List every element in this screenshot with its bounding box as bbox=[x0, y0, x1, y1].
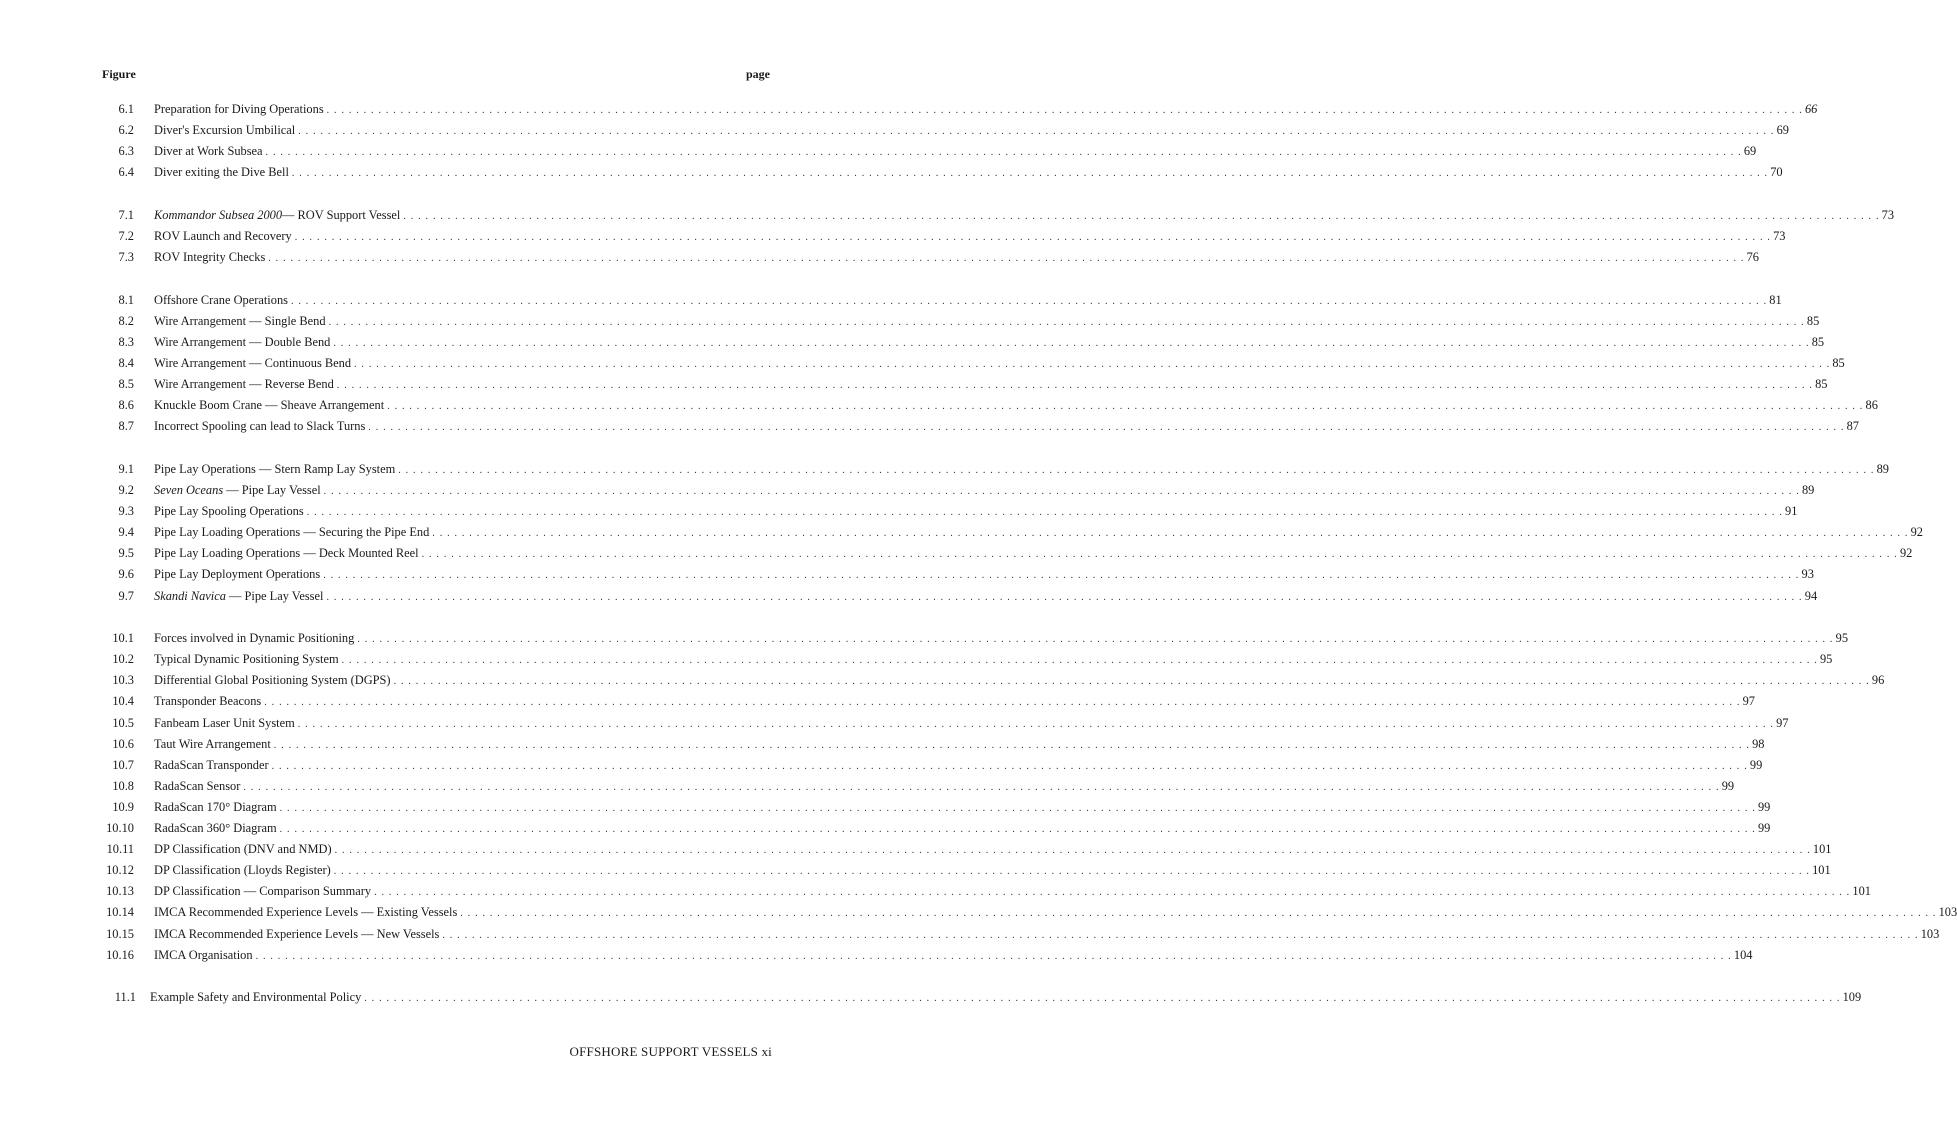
figure-title bbox=[154, 840, 335, 858]
figure-title-text: — ROV Support Vessel bbox=[282, 207, 401, 222]
figure-number: 9.6 bbox=[118, 567, 134, 582]
figure-number: 10.15 bbox=[106, 926, 134, 941]
dot-leader: . . . . . . . . . . . . . . . . . . . . . . . . . . . . . . . . . . . . . . . . . . . . . . . . . . . . . . . . . . . . . . . . . . . . . . . . . . . . . . . . . . . . . . . . . . . . . . . . . . . . . . . . . . . . . . . . . . . . . . . . . . . . . . . . . . . . . . . . . . . . . . . . . . . . . . . . . . . . . . . . . . . . . . . . . . . . . . . . . . . . . . . . . . . . . . . . . . . . . . . . bbox=[273, 739, 1751, 751]
page-number: 85 bbox=[1815, 377, 1828, 392]
page-number: 69 bbox=[1743, 144, 1757, 159]
toc-row bbox=[0, 798, 1771, 816]
figure-number: 10.7 bbox=[112, 757, 134, 772]
figure-title-text: Pipe Lay Loading Operations — Securing the Pipe End bbox=[154, 525, 430, 540]
figure-title-text: Diver at Work Subsea bbox=[154, 144, 263, 159]
dot-leader: . . . . . . . . . . . . . . . . . . . . . . . . . . . . . . . . . . . . . . . . . . . . . . . . . . . . . . . . . . . . . . . . . . . . . . . . . . . . . . . . . . . . . . . . . . . . . . . . . . . . . . . . . . . . . . . . . . . . . . . . . . . . . . . . . . . . . . . . . . . . . . . . . . . . . . . . . . . . . . . . . . . . . . . . . . . . . . . . . . . . . . . . . . . . . . . . . . . . . . . . bbox=[328, 316, 1805, 328]
figure-number: 10.10 bbox=[106, 821, 134, 835]
page-number: 91 bbox=[1785, 504, 1798, 519]
dot-leader: . . . . . . . . . . . . . . . . . . . . . . . . . . . . . . . . . . . . . . . . . . . . . . . . . . . . . . . . . . . . . . . . . . . . . . . . . . . . . . . . . . . . . . . . . . . . . . . . . . . . . . . . . . . . . . . . . . . . . . . . . . . . . . . . . . . . . . . . . . . . . . . . . . . . . . . . . . . . . . . . . . . . . . . . . . . . . . . . . . . . . . . . . . . . . . . . . . . . . . . . bbox=[279, 802, 1756, 814]
toc-row bbox=[0, 756, 1763, 774]
figure-number: 10.5 bbox=[112, 715, 134, 730]
toc-row bbox=[0, 227, 1786, 245]
page-number: 85 bbox=[1806, 313, 1820, 328]
figure-number: 10.1 bbox=[112, 631, 134, 646]
figure-title-text: — Pipe Lay Vessel bbox=[225, 588, 324, 603]
figure-number: 10.16 bbox=[106, 947, 134, 962]
toc-row bbox=[0, 354, 1845, 372]
figure-title-text: Taut Wire Arrangement bbox=[154, 736, 271, 751]
toc-row bbox=[0, 650, 1833, 668]
figure-title bbox=[154, 100, 327, 118]
figure-number: 7.2 bbox=[118, 229, 134, 243]
figure-title-text: Differential Global Positioning System (DGPS) bbox=[154, 673, 391, 688]
dot-leader: . . . . . . . . . . . . . . . . . . . . . . . . . . . . . . . . . . . . . . . . . . . . . . . . . . . . . . . . . . . . . . . . . . . . . . . . . . . . . . . . . . . . . . . . . . . . . . . . . . . . . . . . . . . . . . . . . . . . . . . . . . . . . . . . . . . . . . . . . . . . . . . . . . . . . . . . . . . . . . . . . . . . . . . . . . . . . . . . . . . . . . . . . . . . . . . . . . . . . . . . bbox=[403, 210, 1880, 222]
figure-title-text: RadaScan 170° Diagram bbox=[154, 799, 277, 814]
toc-row bbox=[0, 861, 1831, 879]
toc-row bbox=[0, 925, 1940, 943]
page-number: 89 bbox=[1876, 461, 1889, 476]
toc-row bbox=[0, 671, 1885, 689]
page-number: 101 bbox=[1812, 863, 1831, 878]
figure-title bbox=[154, 819, 280, 837]
dot-leader: . . . . . . . . . . . . . . . . . . . . . . . . . . . . . . . . . . . . . . . . . . . . . . . . . . . . . . . . . . . . . . . . . . . . . . . . . . . . . . . . . . . . . . . . . . . . . . . . . . . . . . . . . . . . . . . . . . . . . . . . . . . . . . . . . . . . . . . . . . . . . . . . . . . . . . . . . . . . . . . . . . . . . . . . . . . . . . . . . . . . . . . . . . . . . . . . . . . . . . . . bbox=[326, 591, 1803, 603]
dot-leader: . . . . . . . . . . . . . . . . . . . . . . . . . . . . . . . . . . . . . . . . . . . . . . . . . . . . . . . . . . . . . . . . . . . . . . . . . . . . . . . . . . . . . . . . . . . . . . . . . . . . . . . . . . . . . . . . . . . . . . . . . . . . . . . . . . . . . . . . . . . . . . . . . . . . . . . . . . . . . . . . . . . . . . . . . . . . . . . . . . . . . . . . . . . . . . . . . . . . . . . . bbox=[460, 908, 1937, 920]
figure-title bbox=[154, 460, 398, 478]
toc-row bbox=[0, 460, 1889, 478]
figure-number: 9.5 bbox=[118, 546, 134, 561]
dot-leader: . . . . . . . . . . . . . . . . . . . . . . . . . . . . . . . . . . . . . . . . . . . . . . . . . . . . . . . . . . . . . . . . . . . . . . . . . . . . . . . . . . . . . . . . . . . . . . . . . . . . . . . . . . . . . . . . . . . . . . . . . . . . . . . . . . . . . . . . . . . . . . . . . . . . . . . . . . . . . . . . . . . . . . . . . . . . . . . . . . . . . . . . . . . . . . . . . . . . . . . . bbox=[374, 887, 1851, 899]
dot-leader: . . . . . . . . . . . . . . . . . . . . . . . . . . . . . . . . . . . . . . . . . . . . . . . . . . . . . . . . . . . . . . . . . . . . . . . . . . . . . . . . . . . . . . . . . . . . . . . . . . . . . . . . . . . . . . . . . . . . . . . . . . . . . . . . . . . . . . . . . . . . . . . . . . . . . . . . . . . . . . . . . . . . . . . . . . . . . . . . . . . . . . . . . . . . . . . . . . . . . . . . bbox=[271, 760, 1748, 772]
figure-title bbox=[154, 735, 274, 753]
figure-title-text: Pipe Lay Deployment Operations bbox=[154, 567, 321, 582]
figure-number: 10.6 bbox=[112, 736, 134, 751]
dot-leader: . . . . . . . . . . . . . . . . . . . . . . . . . . . . . . . . . . . . . . . . . . . . . . . . . . . . . . . . . . . . . . . . . . . . . . . . . . . . . . . . . . . . . . . . . . . . . . . . . . . . . . . . . . . . . . . . . . . . . . . . . . . . . . . . . . . . . . . . . . . . . . . . . . . . . . . . . . . . . . . . . . . . . . . . . . . . . . . . . . . . . . . . . . . . . . . . . . . . . . . . bbox=[334, 845, 1811, 857]
toc-row bbox=[0, 163, 1783, 181]
page-number: 87 bbox=[1846, 419, 1859, 434]
figure-title-text: RadaScan Transponder bbox=[154, 757, 269, 772]
figure-number: 8.7 bbox=[118, 419, 134, 434]
figure-column-header: Figure bbox=[102, 67, 136, 81]
figure-title-text: Offshore Crane Operations bbox=[154, 292, 288, 307]
figure-title-text: Forces involved in Dynamic Positioning bbox=[154, 631, 355, 646]
page-number: 85 bbox=[1832, 356, 1845, 370]
toc-row bbox=[0, 142, 1757, 160]
page-number: 70 bbox=[1770, 165, 1783, 180]
figure-title-text: Transponder Beacons bbox=[154, 694, 262, 709]
toc-row bbox=[0, 692, 1755, 710]
page-number: 99 bbox=[1721, 778, 1735, 793]
figure-title bbox=[154, 312, 329, 330]
toc-row bbox=[0, 312, 1820, 330]
vessel-name: Kommandor Subsea 2000 bbox=[154, 207, 283, 222]
figure-title-text: DP Classification (Lloyds Register) bbox=[154, 863, 331, 878]
figure-title-text: DP Classification (DNV and NMD) bbox=[154, 842, 332, 857]
page-number: 97 bbox=[1776, 715, 1789, 730]
figure-number: 10.2 bbox=[112, 652, 134, 667]
figure-number: 10.3 bbox=[112, 673, 134, 688]
running-footer: OFFSHORE SUPPORT VESSELS xi bbox=[569, 1044, 772, 1059]
dot-leader: . . . . . . . . . . . . . . . . . . . . . . . . . . . . . . . . . . . . . . . . . . . . . . . . . . . . . . . . . . . . . . . . . . . . . . . . . . . . . . . . . . . . . . . . . . . . . . . . . . . . . . . . . . . . . . . . . . . . . . . . . . . . . . . . . . . . . . . . . . . . . . . . . . . . . . . . . . . . . . . . . . . . . . . . . . . . . . . . . . . . . . . . . . . . . . . . . . . . . . . . bbox=[387, 401, 1864, 413]
page-number: 101 bbox=[1852, 884, 1871, 899]
figure-number: 10.11 bbox=[106, 842, 134, 857]
figure-title bbox=[154, 861, 334, 879]
toc-row bbox=[0, 988, 1862, 1006]
figure-title-text: Example Safety and Environmental Policy bbox=[150, 990, 362, 1005]
page-number: 103 bbox=[1920, 926, 1940, 941]
figure-title bbox=[154, 121, 298, 139]
figure-title-text: Wire Arrangement — Double Bend bbox=[154, 334, 331, 349]
page-number: 81 bbox=[1769, 292, 1782, 307]
figure-number: 10.4 bbox=[112, 694, 134, 709]
figure-title-text: Preparation for Diving Operations bbox=[154, 102, 324, 116]
figure-number: 8.6 bbox=[118, 398, 134, 413]
dot-leader: . . . . . . . . . . . . . . . . . . . . . . . . . . . . . . . . . . . . . . . . . . . . . . . . . . . . . . . . . . . . . . . . . . . . . . . . . . . . . . . . . . . . . . . . . . . . . . . . . . . . . . . . . . . . . . . . . . . . . . . . . . . . . . . . . . . . . . . . . . . . . . . . . . . . . . . . . . . . . . . . . . . . . . . . . . . . . . . . . . . . . . . . . . . . . . . . . . . . . . . . bbox=[298, 126, 1775, 138]
page-number: 95 bbox=[1819, 652, 1833, 667]
figure-title-text: Pipe Lay Spooling Operations bbox=[154, 504, 304, 519]
dot-leader: . . . . . . . . . . . . . . . . . . . . . . . . . . . . . . . . . . . . . . . . . . . . . . . . . . . . . . . . . . . . . . . . . . . . . . . . . . . . . . . . . . . . . . . . . . . . . . . . . . . . . . . . . . . . . . . . . . . . . . . . . . . . . . . . . . . . . . . . . . . . . . . . . . . . . . . . . . . . . . . . . . . . . . . . . . . . . . . . . . . . . . . . . . . . . . . . . . . . . . . . bbox=[326, 105, 1803, 116]
toc-row bbox=[0, 714, 1789, 732]
toc-row bbox=[0, 417, 1859, 435]
figure-title bbox=[154, 163, 292, 181]
dot-leader: . . . . . . . . . . . . . . . . . . . . . . . . . . . . . . . . . . . . . . . . . . . . . . . . . . . . . . . . . . . . . . . . . . . . . . . . . . . . . . . . . . . . . . . . . . . . . . . . . . . . . . . . . . . . . . . . . . . . . . . . . . . . . . . . . . . . . . . . . . . . . . . . . . . . . . . . . . . . . . . . . . . . . . . . . . . . . . . . . . . . . . . . . . . . . . . . . . . . . . . . bbox=[323, 486, 1800, 497]
dot-leader: . . . . . . . . . . . . . . . . . . . . . . . . . . . . . . . . . . . . . . . . . . . . . . . . . . . . . . . . . . . . . . . . . . . . . . . . . . . . . . . . . . . . . . . . . . . . . . . . . . . . . . . . . . . . . . . . . . . . . . . . . . . . . . . . . . . . . . . . . . . . . . . . . . . . . . . . . . . . . . . . . . . . . . . . . . . . . . . . . . . . . . . . . . . . . . . . . . . . . . . . bbox=[398, 464, 1875, 476]
figure-title bbox=[154, 544, 422, 562]
dot-leader: . . . . . . . . . . . . . . . . . . . . . . . . . . . . . . . . . . . . . . . . . . . . . . . . . . . . . . . . . . . . . . . . . . . . . . . . . . . . . . . . . . . . . . . . . . . . . . . . . . . . . . . . . . . . . . . . . . . . . . . . . . . . . . . . . . . . . . . . . . . . . . . . . . . . . . . . . . . . . . . . . . . . . . . . . . . . . . . . . . . . . . . . . . . . . . . . . . . . . . . . bbox=[354, 359, 1831, 370]
toc-row bbox=[0, 523, 1923, 541]
figure-title-text: Pipe Lay Loading Operations — Deck Mounted Reel bbox=[154, 546, 419, 561]
dot-leader: . . . . . . . . . . . . . . . . . . . . . . . . . . . . . . . . . . . . . . . . . . . . . . . . . . . . . . . . . . . . . . . . . . . . . . . . . . . . . . . . . . . . . . . . . . . . . . . . . . . . . . . . . . . . . . . . . . . . . . . . . . . . . . . . . . . . . . . . . . . . . . . . . . . . . . . . . . . . . . . . . . . . . . . . . . . . . . . . . . . . . . . . . . . . . . . . . . . . . . . . bbox=[291, 168, 1769, 180]
vessel-name: Skandi Navica bbox=[154, 588, 226, 603]
page-number: 99 bbox=[1757, 821, 1771, 835]
figure-title bbox=[154, 798, 280, 816]
figure-number: 9.4 bbox=[118, 525, 134, 540]
toc-row bbox=[0, 629, 1849, 647]
toc-row bbox=[0, 100, 1818, 118]
figure-title-text: RadaScan 360° Diagram bbox=[154, 821, 277, 835]
page-column-header: page bbox=[746, 67, 770, 81]
toc-row bbox=[0, 840, 1832, 858]
figure-number: 8.2 bbox=[118, 313, 134, 328]
page-number: 96 bbox=[1871, 673, 1885, 688]
figure-title bbox=[154, 946, 256, 964]
figure-title-text: DP Classification — Comparison Summary bbox=[154, 884, 372, 899]
figure-title bbox=[154, 396, 387, 414]
toc-row bbox=[0, 946, 1753, 964]
figure-number: 8.4 bbox=[118, 356, 134, 370]
figure-title bbox=[154, 142, 266, 160]
vessel-name: Seven Oceans bbox=[154, 483, 224, 497]
figure-title bbox=[154, 692, 264, 710]
figure-number: 9.2 bbox=[118, 483, 134, 497]
figure-title-text: — Pipe Lay Vessel bbox=[223, 483, 321, 497]
figure-title-text: Fanbeam Laser Unit System bbox=[154, 715, 295, 730]
dot-leader: . . . . . . . . . . . . . . . . . . . . . . . . . . . . . . . . . . . . . . . . . . . . . . . . . . . . . . . . . . . . . . . . . . . . . . . . . . . . . . . . . . . . . . . . . . . . . . . . . . . . . . . . . . . . . . . . . . . . . . . . . . . . . . . . . . . . . . . . . . . . . . . . . . . . . . . . . . . . . . . . . . . . . . . . . . . . . . . . . . . . . . . . . . . . . . . . . . . . . . . . bbox=[290, 295, 1768, 307]
figure-title bbox=[154, 502, 307, 520]
toc-row bbox=[0, 544, 1913, 562]
figure-title bbox=[154, 671, 394, 689]
dot-leader: . . . . . . . . . . . . . . . . . . . . . . . . . . . . . . . . . . . . . . . . . . . . . . . . . . . . . . . . . . . . . . . . . . . . . . . . . . . . . . . . . . . . . . . . . . . . . . . . . . . . . . . . . . . . . . . . . . . . . . . . . . . . . . . . . . . . . . . . . . . . . . . . . . . . . . . . . . . . . . . . . . . . . . . . . . . . . . . . . . . . . . . . . . . . . . . . . . . . . . . . bbox=[265, 147, 1742, 159]
page-number: 89 bbox=[1801, 483, 1815, 497]
figure-number: 7.3 bbox=[118, 250, 134, 265]
dot-leader: . . . . . . . . . . . . . . . . . . . . . . . . . . . . . . . . . . . . . . . . . . . . . . . . . . . . . . . . . . . . . . . . . . . . . . . . . . . . . . . . . . . . . . . . . . . . . . . . . . . . . . . . . . . . . . . . . . . . . . . . . . . . . . . . . . . . . . . . . . . . . . . . . . . . . . . . . . . . . . . . . . . . . . . . . . . . . . . . . . . . . . . . . . . . . . . . . . . . . . . . bbox=[442, 929, 1919, 941]
dot-leader: . . . . . . . . . . . . . . . . . . . . . . . . . . . . . . . . . . . . . . . . . . . . . . . . . . . . . . . . . . . . . . . . . . . . . . . . . . . . . . . . . . . . . . . . . . . . . . . . . . . . . . . . . . . . . . . . . . . . . . . . . . . . . . . . . . . . . . . . . . . . . . . . . . . . . . . . . . . . . . . . . . . . . . . . . . . . . . . . . . . . . . . . . . . . . . . . . . . . . . . . bbox=[393, 676, 1870, 688]
page-number: 85 bbox=[1811, 334, 1825, 349]
dot-leader: . . . . . . . . . . . . . . . . . . . . . . . . . . . . . . . . . . . . . . . . . . . . . . . . . . . . . . . . . . . . . . . . . . . . . . . . . . . . . . . . . . . . . . . . . . . . . . . . . . . . . . . . . . . . . . . . . . . . . . . . . . . . . . . . . . . . . . . . . . . . . . . . . . . . . . . . . . . . . . . . . . . . . . . . . . . . . . . . . . . . . . . . . . . . . . . . . . . . . . . . bbox=[333, 866, 1811, 878]
figure-title bbox=[154, 777, 243, 795]
dot-leader: . . . . . . . . . . . . . . . . . . . . . . . . . . . . . . . . . . . . . . . . . . . . . . . . . . . . . . . . . . . . . . . . . . . . . . . . . . . . . . . . . . . . . . . . . . . . . . . . . . . . . . . . . . . . . . . . . . . . . . . . . . . . . . . . . . . . . . . . . . . . . . . . . . . . . . . . . . . . . . . . . . . . . . . . . . . . . . . . . . . . . . . . . . . . . . . . . . . . . . . . bbox=[333, 337, 1810, 349]
dot-leader: . . . . . . . . . . . . . . . . . . . . . . . . . . . . . . . . . . . . . . . . . . . . . . . . . . . . . . . . . . . . . . . . . . . . . . . . . . . . . . . . . . . . . . . . . . . . . . . . . . . . . . . . . . . . . . . . . . . . . . . . . . . . . . . . . . . . . . . . . . . . . . . . . . . . . . . . . . . . . . . . . . . . . . . . . . . . . . . . . . . . . . . . . . . . . . . . . . . . . . . . bbox=[368, 422, 1845, 434]
figure-number: 10.13 bbox=[106, 884, 134, 899]
figure-title bbox=[154, 206, 403, 224]
figure-number: 6.4 bbox=[118, 165, 134, 180]
toc-row bbox=[0, 587, 1818, 605]
toc-row bbox=[0, 903, 1957, 921]
figure-number: 9.3 bbox=[118, 504, 134, 519]
figure-title-text: Pipe Lay Operations — Stern Ramp Lay System bbox=[154, 461, 396, 476]
toc-row bbox=[0, 291, 1782, 309]
toc-row bbox=[0, 121, 1789, 139]
figure-title-text: IMCA Recommended Experience Levels — Existing Vessels bbox=[154, 905, 458, 920]
page-number: 98 bbox=[1752, 736, 1765, 751]
page-number: 69 bbox=[1776, 123, 1789, 138]
figure-title bbox=[154, 882, 374, 900]
dot-leader: . . . . . . . . . . . . . . . . . . . . . . . . . . . . . . . . . . . . . . . . . . . . . . . . . . . . . . . . . . . . . . . . . . . . . . . . . . . . . . . . . . . . . . . . . . . . . . . . . . . . . . . . . . . . . . . . . . . . . . . . . . . . . . . . . . . . . . . . . . . . . . . . . . . . . . . . . . . . . . . . . . . . . . . . . . . . . . . . . . . . . . . . . . . . . . . . . . . . . . . . bbox=[432, 528, 1909, 540]
figure-number: 11.1 bbox=[114, 990, 136, 1005]
toc-row bbox=[0, 375, 1828, 393]
page-number: 99 bbox=[1757, 799, 1771, 814]
figure-title-text: Wire Arrangement — Reverse Bend bbox=[154, 377, 334, 392]
figure-title-text: IMCA Recommended Experience Levels — New Vessels bbox=[154, 926, 440, 941]
figure-title bbox=[154, 333, 333, 351]
page-number: 73 bbox=[1881, 207, 1895, 222]
page-number: 92 bbox=[1899, 546, 1913, 561]
page-number: 95 bbox=[1835, 631, 1849, 646]
figure-number: 8.5 bbox=[118, 377, 134, 392]
dot-leader: . . . . . . . . . . . . . . . . . . . . . . . . . . . . . . . . . . . . . . . . . . . . . . . . . . . . . . . . . . . . . . . . . . . . . . . . . . . . . . . . . . . . . . . . . . . . . . . . . . . . . . . . . . . . . . . . . . . . . . . . . . . . . . . . . . . . . . . . . . . . . . . . . . . . . . . . . . . . . . . . . . . . . . . . . . . . . . . . . . . . . . . . . . . . . . . . . . . . . . . . bbox=[421, 549, 1898, 561]
page-number: 103 bbox=[1938, 905, 1957, 920]
figure-title-text: Knuckle Boom Crane — Sheave Arrangement bbox=[154, 398, 385, 413]
toc-row bbox=[0, 882, 1871, 900]
dot-leader: . . . . . . . . . . . . . . . . . . . . . . . . . . . . . . . . . . . . . . . . . . . . . . . . . . . . . . . . . . . . . . . . . . . . . . . . . . . . . . . . . . . . . . . . . . . . . . . . . . . . . . . . . . . . . . . . . . . . . . . . . . . . . . . . . . . . . . . . . . . . . . . . . . . . . . . . . . . . . . . . . . . . . . . . . . . . . . . . . . . . . . . . . . . . . . . . . . . . . . . . bbox=[243, 781, 1720, 793]
toc-row bbox=[0, 502, 1798, 520]
page-number: 101 bbox=[1812, 842, 1832, 857]
page-number: 94 bbox=[1804, 588, 1818, 603]
figure-title-text: RadaScan Sensor bbox=[154, 778, 241, 793]
dot-leader: . . . . . . . . . . . . . . . . . . . . . . . . . . . . . . . . . . . . . . . . . . . . . . . . . . . . . . . . . . . . . . . . . . . . . . . . . . . . . . . . . . . . . . . . . . . . . . . . . . . . . . . . . . . . . . . . . . . . . . . . . . . . . . . . . . . . . . . . . . . . . . . . . . . . . . . . . . . . . . . . . . . . . . . . . . . . . . . . . . . . . . . . . . . . . . . . . . . . . . . . bbox=[306, 507, 1784, 519]
figure-title-text: Typical Dynamic Positioning System bbox=[154, 652, 339, 667]
dot-leader: . . . . . . . . . . . . . . . . . . . . . . . . . . . . . . . . . . . . . . . . . . . . . . . . . . . . . . . . . . . . . . . . . . . . . . . . . . . . . . . . . . . . . . . . . . . . . . . . . . . . . . . . . . . . . . . . . . . . . . . . . . . . . . . . . . . . . . . . . . . . . . . . . . . . . . . . . . . . . . . . . . . . . . . . . . . . . . . . . . . . . . . . . . . . . . . . . . . . . . . . bbox=[268, 253, 1745, 265]
figure-title bbox=[154, 903, 460, 921]
figure-number: 6.3 bbox=[118, 144, 134, 159]
figure-title bbox=[154, 587, 326, 605]
figure-number: 10.14 bbox=[106, 905, 134, 920]
dot-leader: . . . . . . . . . . . . . . . . . . . . . . . . . . . . . . . . . . . . . . . . . . . . . . . . . . . . . . . . . . . . . . . . . . . . . . . . . . . . . . . . . . . . . . . . . . . . . . . . . . . . . . . . . . . . . . . . . . . . . . . . . . . . . . . . . . . . . . . . . . . . . . . . . . . . . . . . . . . . . . . . . . . . . . . . . . . . . . . . . . . . . . . . . . . . . . . . . . . . . . . . bbox=[255, 950, 1732, 962]
figure-title-text: Diver's Excursion Umbilical bbox=[154, 123, 296, 138]
dot-leader: . . . . . . . . . . . . . . . . . . . . . . . . . . . . . . . . . . . . . . . . . . . . . . . . . . . . . . . . . . . . . . . . . . . . . . . . . . . . . . . . . . . . . . . . . . . . . . . . . . . . . . . . . . . . . . . . . . . . . . . . . . . . . . . . . . . . . . . . . . . . . . . . . . . . . . . . . . . . . . . . . . . . . . . . . . . . . . . . . . . . . . . . . . . . . . . . . . . . . . . . bbox=[364, 993, 1841, 1005]
figure-number: 8.3 bbox=[118, 334, 134, 349]
figure-title bbox=[154, 650, 342, 668]
toc-row bbox=[0, 333, 1825, 351]
page-number: 86 bbox=[1865, 398, 1878, 413]
dot-leader: . . . . . . . . . . . . . . . . . . . . . . . . . . . . . . . . . . . . . . . . . . . . . . . . . . . . . . . . . . . . . . . . . . . . . . . . . . . . . . . . . . . . . . . . . . . . . . . . . . . . . . . . . . . . . . . . . . . . . . . . . . . . . . . . . . . . . . . . . . . . . . . . . . . . . . . . . . . . . . . . . . . . . . . . . . . . . . . . . . . . . . . . . . . . . . . . . . . . . . . . bbox=[341, 655, 1818, 667]
toc-row bbox=[0, 206, 1895, 224]
figure-number: 6.1 bbox=[118, 102, 134, 116]
page-number: 109 bbox=[1842, 990, 1862, 1005]
figure-title-text: IMCA Organisation bbox=[154, 947, 253, 962]
figure-title bbox=[154, 756, 272, 774]
figure-title bbox=[154, 354, 354, 372]
toc-row bbox=[0, 819, 1771, 837]
figure-number: 10.8 bbox=[112, 778, 134, 793]
figure-title-text: Diver exiting the Dive Bell bbox=[154, 165, 289, 180]
dot-leader: . . . . . . . . . . . . . . . . . . . . . . . . . . . . . . . . . . . . . . . . . . . . . . . . . . . . . . . . . . . . . . . . . . . . . . . . . . . . . . . . . . . . . . . . . . . . . . . . . . . . . . . . . . . . . . . . . . . . . . . . . . . . . . . . . . . . . . . . . . . . . . . . . . . . . . . . . . . . . . . . . . . . . . . . . . . . . . . . . . . . . . . . . . . . . . . . . . . . . . . . bbox=[323, 570, 1800, 582]
toc-row bbox=[0, 481, 1815, 499]
figure-title bbox=[154, 481, 324, 499]
figure-title bbox=[150, 988, 364, 1006]
figure-title-text: Wire Arrangement — Single Bend bbox=[154, 313, 326, 328]
figure-title bbox=[154, 417, 368, 435]
toc-row bbox=[0, 396, 1878, 414]
page-number: 97 bbox=[1742, 694, 1755, 709]
figure-title-text: Wire Arrangement — Continuous Bend bbox=[154, 356, 352, 370]
toc-row bbox=[0, 248, 1759, 266]
figure-title-text: ROV Launch and Recovery bbox=[154, 229, 292, 243]
page-number: 104 bbox=[1733, 947, 1753, 962]
page-number: 66 bbox=[1804, 102, 1818, 116]
figure-title bbox=[154, 227, 295, 245]
figure-number: 10.12 bbox=[106, 863, 134, 878]
page-number: 73 bbox=[1773, 229, 1786, 243]
page-number: 93 bbox=[1801, 567, 1814, 582]
figure-title-text: Incorrect Spooling can lead to Slack Turns bbox=[154, 419, 366, 434]
figure-title bbox=[154, 523, 432, 541]
figure-number: 6.2 bbox=[118, 123, 134, 138]
dot-leader: . . . . . . . . . . . . . . . . . . . . . . . . . . . . . . . . . . . . . . . . . . . . . . . . . . . . . . . . . . . . . . . . . . . . . . . . . . . . . . . . . . . . . . . . . . . . . . . . . . . . . . . . . . . . . . . . . . . . . . . . . . . . . . . . . . . . . . . . . . . . . . . . . . . . . . . . . . . . . . . . . . . . . . . . . . . . . . . . . . . . . . . . . . . . . . . . . . . . . . . . bbox=[279, 824, 1756, 835]
figure-title bbox=[154, 714, 298, 732]
toc-row bbox=[0, 565, 1814, 583]
figure-title bbox=[154, 375, 337, 393]
page-number: 92 bbox=[1910, 525, 1923, 540]
dot-leader: . . . . . . . . . . . . . . . . . . . . . . . . . . . . . . . . . . . . . . . . . . . . . . . . . . . . . . . . . . . . . . . . . . . . . . . . . . . . . . . . . . . . . . . . . . . . . . . . . . . . . . . . . . . . . . . . . . . . . . . . . . . . . . . . . . . . . . . . . . . . . . . . . . . . . . . . . . . . . . . . . . . . . . . . . . . . . . . . . . . . . . . . . . . . . . . . . . . . . . . . bbox=[294, 232, 1772, 243]
dot-leader: . . . . . . . . . . . . . . . . . . . . . . . . . . . . . . . . . . . . . . . . . . . . . . . . . . . . . . . . . . . . . . . . . . . . . . . . . . . . . . . . . . . . . . . . . . . . . . . . . . . . . . . . . . . . . . . . . . . . . . . . . . . . . . . . . . . . . . . . . . . . . . . . . . . . . . . . . . . . . . . . . . . . . . . . . . . . . . . . . . . . . . . . . . . . . . . . . . . . . . . . bbox=[264, 697, 1741, 709]
toc-row bbox=[0, 777, 1735, 795]
dot-leader: . . . . . . . . . . . . . . . . . . . . . . . . . . . . . . . . . . . . . . . . . . . . . . . . . . . . . . . . . . . . . . . . . . . . . . . . . . . . . . . . . . . . . . . . . . . . . . . . . . . . . . . . . . . . . . . . . . . . . . . . . . . . . . . . . . . . . . . . . . . . . . . . . . . . . . . . . . . . . . . . . . . . . . . . . . . . . . . . . . . . . . . . . . . . . . . . . . . . . . . . bbox=[357, 634, 1834, 646]
figure-title bbox=[154, 291, 291, 309]
figure-number: 10.9 bbox=[112, 799, 134, 814]
page-number: 76 bbox=[1746, 250, 1759, 265]
dot-leader: . . . . . . . . . . . . . . . . . . . . . . . . . . . . . . . . . . . . . . . . . . . . . . . . . . . . . . . . . . . . . . . . . . . . . . . . . . . . . . . . . . . . . . . . . . . . . . . . . . . . . . . . . . . . . . . . . . . . . . . . . . . . . . . . . . . . . . . . . . . . . . . . . . . . . . . . . . . . . . . . . . . . . . . . . . . . . . . . . . . . . . . . . . . . . . . . . . . . . . . . bbox=[297, 718, 1775, 730]
dot-leader: . . . . . . . . . . . . . . . . . . . . . . . . . . . . . . . . . . . . . . . . . . . . . . . . . . . . . . . . . . . . . . . . . . . . . . . . . . . . . . . . . . . . . . . . . . . . . . . . . . . . . . . . . . . . . . . . . . . . . . . . . . . . . . . . . . . . . . . . . . . . . . . . . . . . . . . . . . . . . . . . . . . . . . . . . . . . . . . . . . . . . . . . . . . . . . . . . . . . . . . . bbox=[336, 380, 1814, 392]
toc-row bbox=[0, 735, 1765, 753]
figure-title-text: ROV Integrity Checks bbox=[154, 250, 266, 265]
figure-title bbox=[154, 565, 323, 583]
figure-title bbox=[154, 629, 357, 647]
figure-title bbox=[154, 925, 442, 943]
figure-title bbox=[154, 248, 268, 266]
page-number: 99 bbox=[1749, 757, 1763, 772]
figure-number: 7.1 bbox=[118, 207, 134, 222]
figure-number: 8.1 bbox=[118, 292, 134, 307]
figure-number: 9.1 bbox=[118, 461, 134, 476]
figure-number: 9.7 bbox=[118, 588, 134, 603]
